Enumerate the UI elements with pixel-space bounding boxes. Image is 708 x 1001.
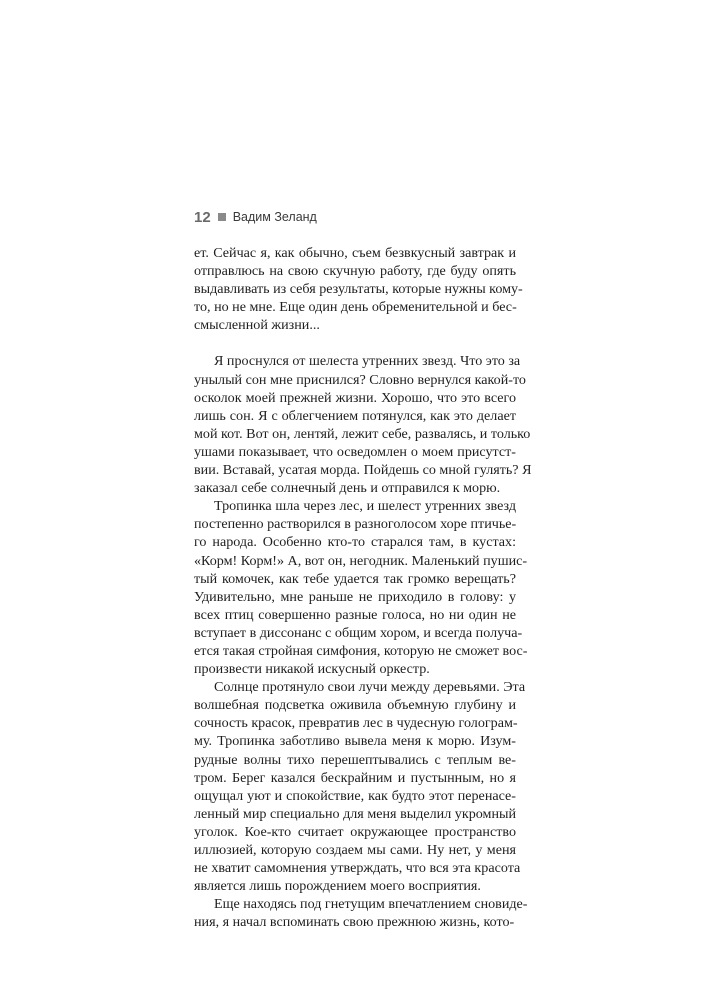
paragraph [194, 497, 528, 678]
paragraph [194, 895, 528, 931]
text-line: ушами показывает, что осведомлен о моем присутст- [194, 443, 516, 460]
text-line: Еще находясь под гнетущим впечатлением сновиде- [214, 896, 528, 913]
page-number: 12 [194, 208, 211, 226]
author-name: Вадим Зеланд [232, 210, 317, 224]
paragraph-gap [194, 334, 516, 352]
text-line: осколок моей прежней жизни. Хорошо, что это всего [194, 389, 516, 406]
text-line: тый комочек, как тебе удается так громко верещать? [194, 570, 516, 587]
text-line: мой кот. Вот он, лентяй, лежит себе, развалясь, и только [194, 425, 531, 442]
text-line: рудные волны тихо перешептывались с теплым ве- [194, 751, 516, 768]
separator-square-icon [218, 213, 226, 221]
text-line: ощущал уют и спокойствие, как будто этот перенасе- [194, 787, 516, 804]
text-line: смысленной жизни... [194, 317, 320, 334]
text-line: унылый сон мне приснился? Словно вернулся какой-то [194, 371, 526, 388]
text-line: го народа. Особенно кто-то старался там, в кустах: [194, 534, 516, 551]
text-line: ленный мир специально для меня выделил укромный [194, 805, 516, 822]
text-line: ния, я начал вспоминать свою прежнюю жизнь, кото- [194, 914, 515, 931]
text-line: произвести никакой искусный оркестр. [194, 661, 430, 678]
text-line: то, но не мне. Еще один день обременительной и бес- [194, 299, 517, 316]
text-line: «Корм! Корм!» А, вот он, негодник. Маленький пушис- [194, 552, 528, 569]
text-line: вступает в диссонанс с общим хором, и всегда получа- [194, 624, 523, 641]
text-line: Тропинка шла через лес, и шелест утренних звезд [214, 498, 516, 515]
paragraph [194, 244, 523, 334]
paragraph [194, 352, 532, 497]
text-line: не хватит самомнения утверждать, что вся эта красота [194, 860, 521, 877]
text-line: Я проснулся от шелеста утренних звезд. Что это за [214, 353, 521, 370]
text-line: Солнце протянуло свои лучи между деревьями. Эта [214, 679, 526, 696]
body-text [194, 244, 532, 931]
text-line: ется такая стройная симфония, которую не сможет вос- [194, 642, 528, 659]
text-line: является лишь порождением моего восприятия. [194, 878, 481, 895]
text-line: сочность красок, превратив лес в чудесную голограм- [194, 715, 518, 732]
text-line: уголок. Кое-кто считает окружающее пространство [194, 823, 516, 840]
text-line: отправлюсь на свою скучную работу, где буду опять [194, 263, 516, 280]
paragraph [194, 678, 526, 895]
text-line: тром. Берег казался бескрайним и пустынным, но я [194, 769, 516, 786]
text-line: выдавливать из себя результаты, которые нужны кому- [194, 281, 523, 298]
text-line: лишь сон. Я с облегчением потянулся, как это делает [194, 407, 516, 424]
text-line: постепенно растворился в разноголосом хоре птичье- [194, 516, 517, 533]
text-line: ет. Сейчас я, как обычно, съем безвкусный завтрак и [194, 245, 516, 261]
text-line: Удивительно, мне раньше не приходило в голову: у [194, 588, 516, 605]
text-line: иллюзией, которую создаем мы сами. Ну нет, у меня [194, 842, 516, 858]
text-line: всех птиц совершенно разные голоса, но ни один не [194, 606, 516, 623]
text-line: му. Тропинка заботливо вывела меня к морю. Изум- [194, 733, 516, 750]
text-line: вии. Вставай, усатая морда. Пойдешь со мной гулять? Я [194, 462, 532, 479]
text-line: волшебная подсветка оживила объемную глубину и [194, 697, 516, 714]
text-line: заказал себе солнечный день и отправился к морю. [194, 480, 501, 497]
running-header [194, 207, 317, 227]
